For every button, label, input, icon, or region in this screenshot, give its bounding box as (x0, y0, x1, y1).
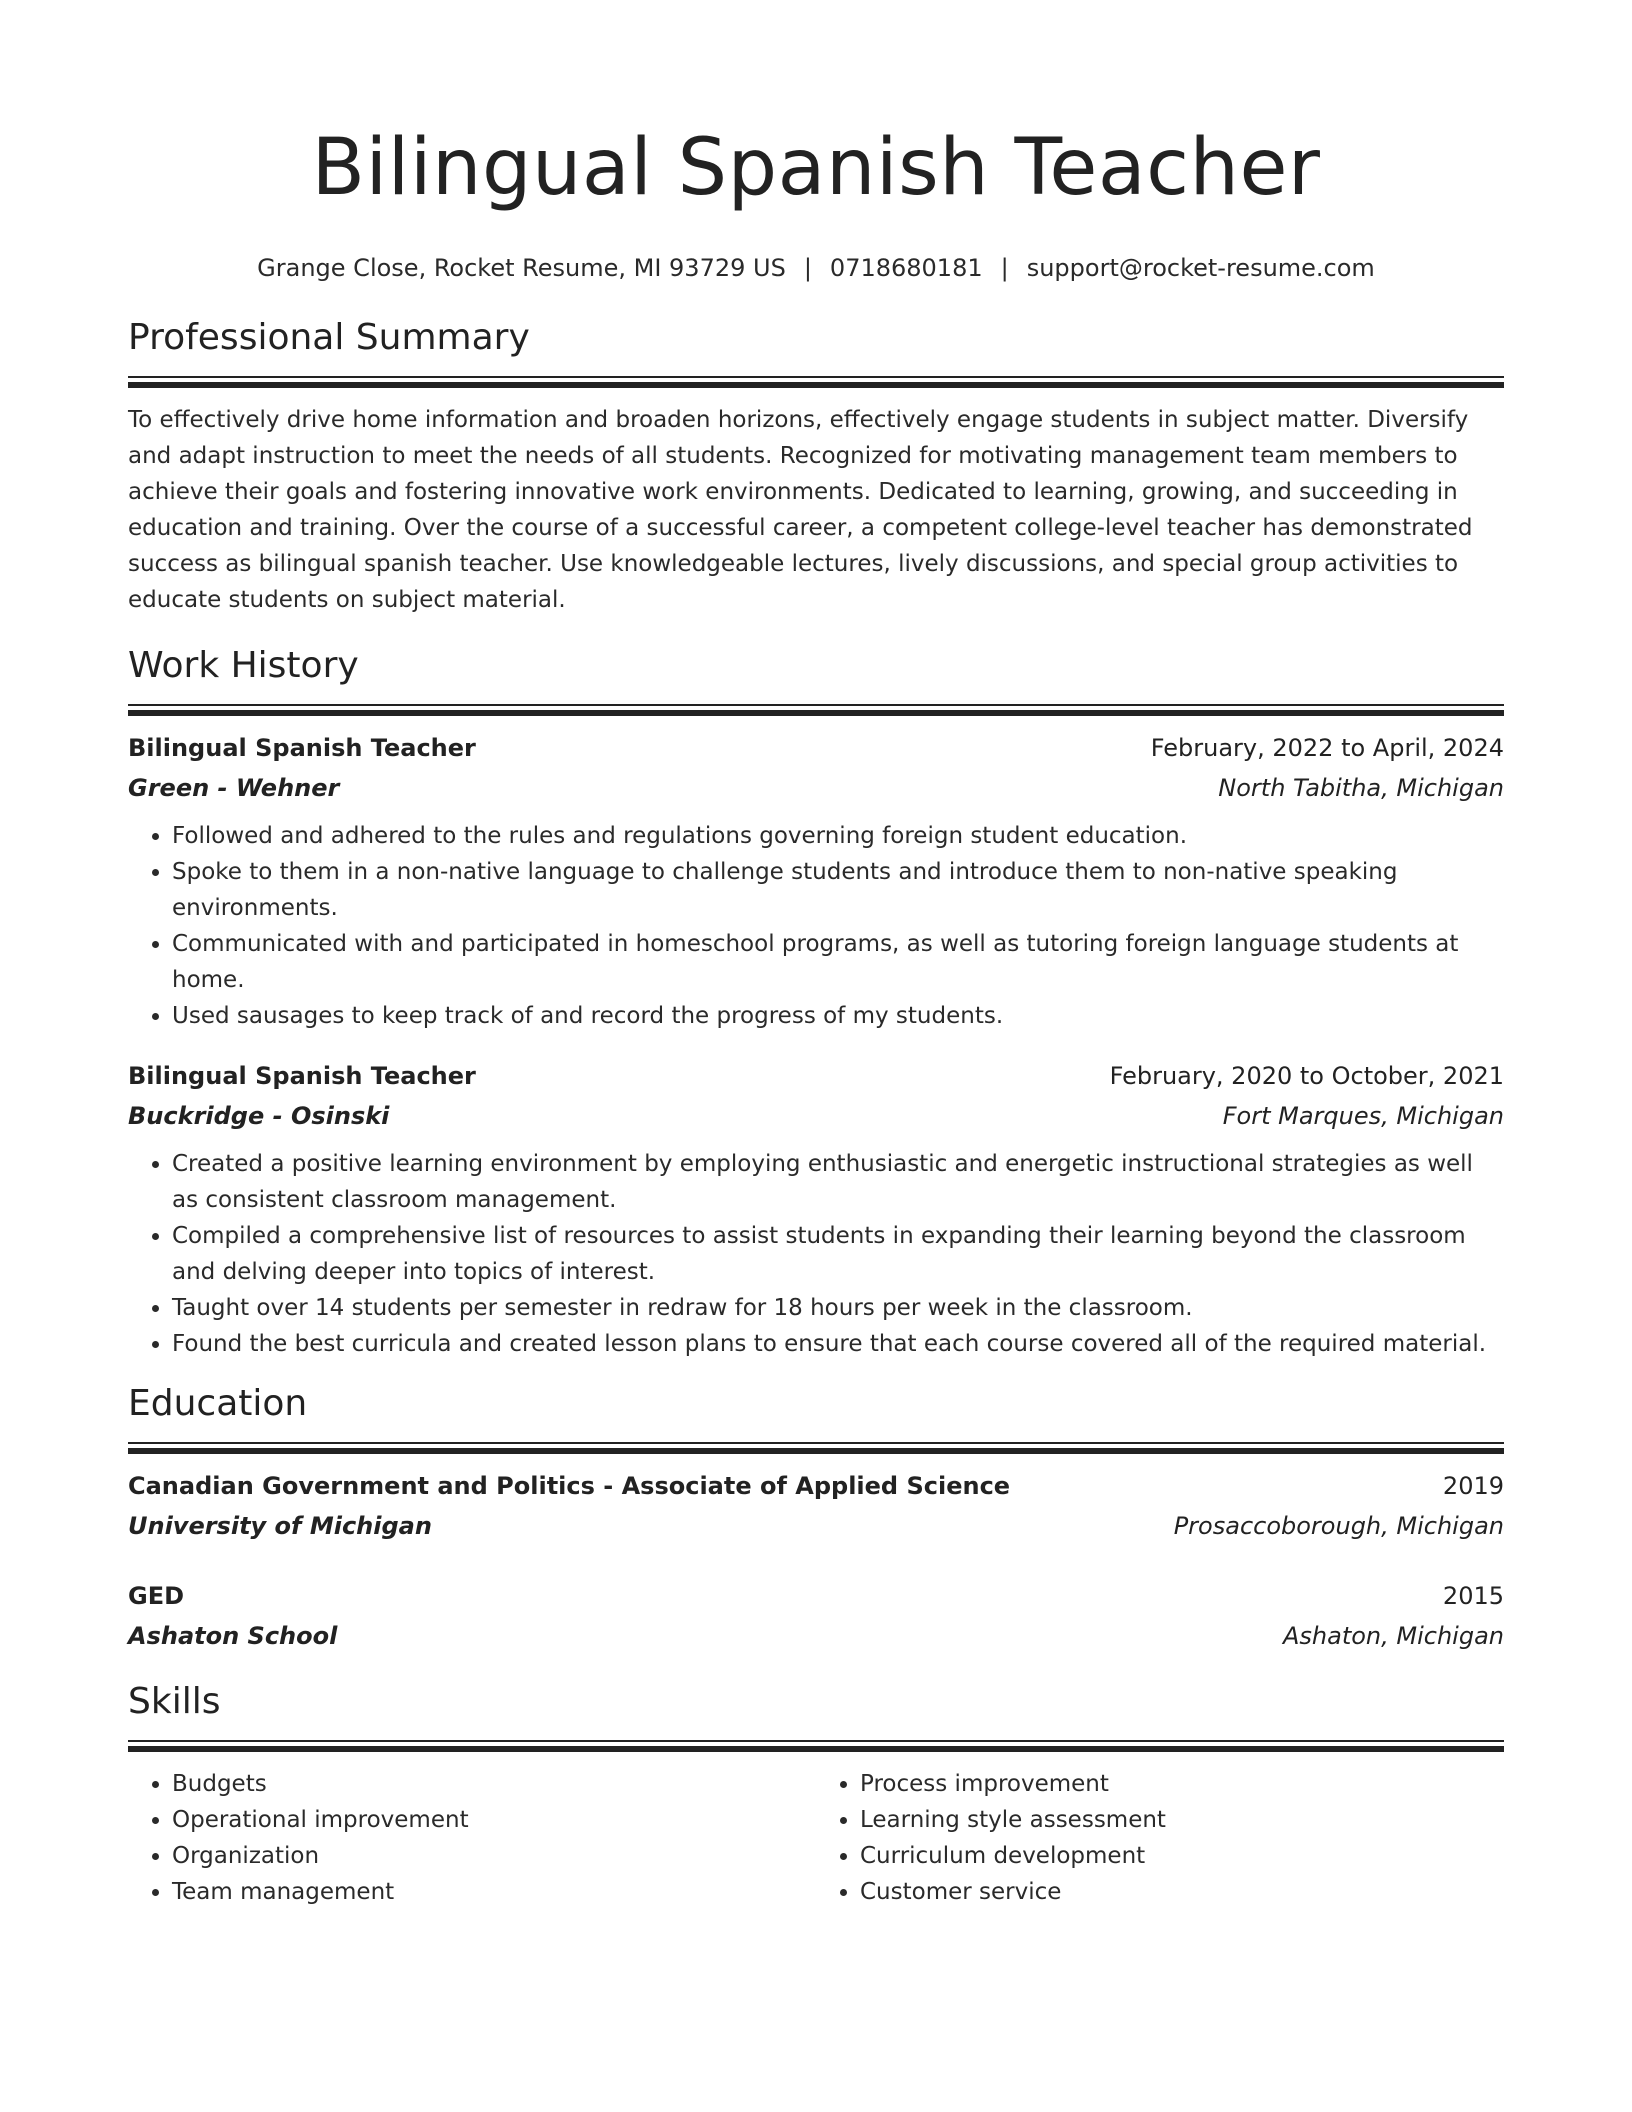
skills-section (128, 1678, 1504, 1910)
list-item: • Learning style assessment (860, 1802, 1504, 1838)
list-item: • Used sausages to keep track of and record the progress of my students. (172, 998, 1504, 1034)
education-entry (128, 1576, 1504, 1656)
section-title-skills: Skills (128, 1681, 221, 1722)
contact-phone: 0718680181 (829, 254, 983, 282)
list-item: • Operational improvement (172, 1802, 816, 1838)
list-item: • Found the best curricula and created lesson plans to ensure that each course covered all of the required material. (172, 1326, 1504, 1362)
job-dates: February, 2020 to October, 2021 (1109, 1062, 1504, 1090)
job-header-row (128, 728, 1504, 768)
job-company: Green - Wehner (128, 774, 340, 802)
work-section (128, 642, 1504, 1362)
job-bullets (128, 818, 1504, 1034)
skills-columns (128, 1766, 1504, 1910)
list-item: • Organization (172, 1838, 816, 1874)
list-item: • Budgets (172, 1766, 816, 1802)
list-item: • Process improvement (860, 1766, 1504, 1802)
skills-column-left (128, 1766, 816, 1910)
job-company: Buckridge - Osinski (128, 1102, 390, 1130)
education-degree: Canadian Government and Politics - Associate of Applied Science (128, 1472, 1011, 1500)
section-title-work: Work History (128, 645, 359, 686)
contact-separator: | (803, 254, 812, 282)
education-school: Ashaton School (128, 1622, 338, 1650)
list-item: • Taught over 14 students per semester in redraw for 18 hours per week in the classroom. (172, 1290, 1504, 1326)
section-divider (128, 1740, 1504, 1752)
education-location: Prosaccoborough, Michigan (1173, 1512, 1504, 1540)
list-item: • Team management (172, 1874, 816, 1910)
summary-text: To effectively drive home information and broaden horizons, effectively engage students in subject matter. Diversify and adapt instruction to meet the needs of all students. Recognized for motivating management team members to achieve their goals and fostering innovative work environments. Dedicated to learning, growing, and succeeding in education and training. Over the course of a successful career, a competent college-level teacher has demonstrated success as bilingual spanish teacher. Use knowledgeable lectures, lively discussions, and special group activities to educate students on subject material. (128, 407, 1473, 613)
contact-line (128, 252, 1504, 284)
job-company-row (128, 768, 1504, 808)
job-header-row (128, 1056, 1504, 1096)
job-entry (128, 728, 1504, 1034)
summary-section (128, 314, 1504, 618)
section-divider (128, 1442, 1504, 1454)
contact-separator: | (1000, 254, 1009, 282)
education-year: 2019 (1442, 1472, 1504, 1500)
education-degree: GED (128, 1582, 185, 1610)
skills-list (128, 1766, 816, 1910)
list-item: • Curriculum development (860, 1838, 1504, 1874)
section-title-education: Education (128, 1383, 308, 1424)
education-section (128, 1380, 1504, 1656)
contact-address: Grange Close, Rocket Resume, MI 93729 US (257, 254, 786, 282)
section-title-summary: Professional Summary (128, 317, 530, 358)
section-divider (128, 704, 1504, 716)
resume-name: Bilingual Spanish Teacher (311, 123, 1321, 213)
job-location: Fort Marques, Michigan (1222, 1102, 1504, 1130)
job-company-row (128, 1096, 1504, 1136)
job-title: Bilingual Spanish Teacher (128, 734, 476, 762)
list-item: • Spoke to them in a non-native language to challenge students and introduce them to non-native speaking environments. (172, 854, 1504, 926)
education-school-row (128, 1616, 1504, 1656)
list-item: • Customer service (860, 1874, 1504, 1910)
job-location: North Tabitha, Michigan (1218, 774, 1504, 802)
education-location: Ashaton, Michigan (1282, 1622, 1504, 1650)
list-item: • Created a positive learning environment by employing enthusiastic and energetic instructional strategies as well as consistent classroom management. (172, 1146, 1504, 1218)
education-year: 2015 (1442, 1582, 1504, 1610)
job-entry (128, 1056, 1504, 1362)
education-school: University of Michigan (128, 1512, 432, 1540)
list-item: • Followed and adhered to the rules and regulations governing foreign student education. (172, 818, 1504, 854)
education-header-row (128, 1576, 1504, 1616)
education-entry (128, 1466, 1504, 1546)
contact-email: support@rocket-resume.com (1026, 254, 1375, 282)
skills-list (816, 1766, 1504, 1910)
list-item: • Communicated with and participated in homeschool programs, as well as tutoring foreign language students at home. (172, 926, 1504, 998)
job-dates: February, 2022 to April, 2024 (1150, 734, 1504, 762)
skills-column-right (816, 1766, 1504, 1910)
job-title: Bilingual Spanish Teacher (128, 1062, 476, 1090)
list-item: • Compiled a comprehensive list of resources to assist students in expanding their learning beyond the classroom and delving deeper into topics of interest. (172, 1218, 1504, 1290)
job-bullets (128, 1146, 1504, 1362)
section-divider (128, 376, 1504, 388)
education-school-row (128, 1506, 1504, 1546)
education-header-row (128, 1466, 1504, 1506)
